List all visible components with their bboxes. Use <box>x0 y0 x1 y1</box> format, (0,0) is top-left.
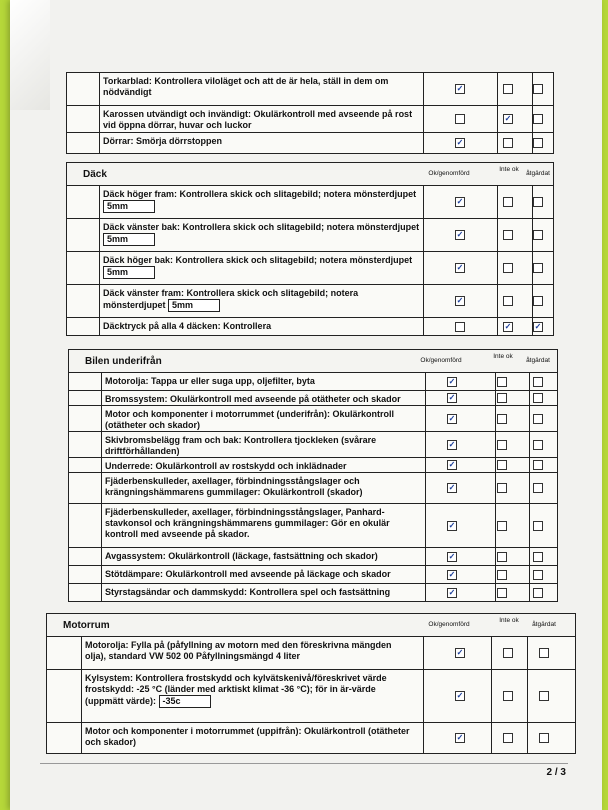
row-label: Motorolja: Fylla på (påfyllning av motorn med den föreskrivna mängden olja), standard VW 502 00 Påfyllningsmängd 4 liter <box>85 640 392 661</box>
column-divider <box>425 566 426 583</box>
column-divider <box>423 318 424 335</box>
checkmark-icon: ✓ <box>448 588 456 597</box>
column-divider <box>495 432 496 457</box>
row-text <box>85 640 415 662</box>
row-label: Däck vänster fram: Kontrollera skick och slitagebild; notera mönsterdjupet <box>103 288 359 310</box>
atgardat-checkbox[interactable] <box>539 648 549 658</box>
atgardat-checkbox[interactable] <box>533 296 543 306</box>
section-title: Motorrum <box>63 620 110 631</box>
column-divider <box>491 723 492 753</box>
row-text <box>105 435 415 457</box>
column-divider <box>497 186 498 218</box>
checklist-row <box>69 391 557 406</box>
checklist-row <box>69 584 557 601</box>
footer-line <box>40 763 568 764</box>
column-divider <box>425 432 426 457</box>
row-left-border <box>101 432 102 457</box>
section-header <box>47 614 575 637</box>
checkmark-icon: ✓ <box>448 570 456 579</box>
ok-checkbox[interactable] <box>447 377 457 387</box>
inte-ok-checkbox[interactable] <box>503 322 513 332</box>
row-label: Fjäderbenskulleder, axellager, förbindningsstångslager, Panhard-stavkonsol och krängningshämmarens gummilager: Gör en okulär kontroll med avseende på skador. <box>105 507 390 539</box>
row-label: Bromssystem: Okulärkontroll med avseende på otätheter och skador <box>105 394 401 404</box>
col-inte-label: Inte ok <box>499 617 519 624</box>
inte-ok-checkbox[interactable] <box>503 648 513 658</box>
column-divider <box>423 219 424 251</box>
inte-ok-checkbox[interactable] <box>497 521 507 531</box>
row-left-border <box>101 391 102 405</box>
checkmark-icon: ✓ <box>456 230 464 239</box>
column-divider <box>495 458 496 472</box>
row-text <box>103 255 421 279</box>
row-label: Däck höger fram: Kontrollera skick och slitagebild; notera mönsterdjupet <box>103 189 417 199</box>
row-left-border <box>99 318 100 335</box>
column-divider <box>495 373 496 390</box>
atgardat-checkbox[interactable] <box>533 483 543 493</box>
row-left-border <box>101 458 102 472</box>
row-label: Fjäderbenskulleder, axellager, förbindningsstångslager och krängningshämmarens gummilager: Okulärkontroll (skador) <box>105 476 363 497</box>
checkmark-icon: ✓ <box>448 521 456 530</box>
checklist-row <box>67 186 553 219</box>
checkmark-icon: ✓ <box>448 483 456 492</box>
column-divider <box>425 458 426 472</box>
row-text <box>105 409 415 431</box>
row-label: Styrstagsändar och dammskydd: Kontrollera spel och fastsättning <box>105 587 391 597</box>
row-left-border <box>99 186 100 218</box>
row-text <box>103 189 421 213</box>
atgardat-checkbox[interactable] <box>533 197 543 207</box>
atgardat-checkbox[interactable] <box>533 393 543 403</box>
inte-ok-checkbox[interactable] <box>503 263 513 273</box>
checklist-row <box>67 219 553 252</box>
column-divider <box>423 133 424 153</box>
row-text <box>103 136 421 147</box>
checkmark-icon: ✓ <box>456 296 464 305</box>
column-divider <box>423 670 424 722</box>
checklist-row <box>47 670 575 723</box>
row-text <box>103 109 421 131</box>
checklist-row <box>69 504 557 548</box>
row-left-border <box>101 584 102 601</box>
atgardat-checkbox[interactable] <box>533 521 543 531</box>
section-header <box>67 163 553 186</box>
atgardat-checkbox[interactable] <box>533 588 543 598</box>
inte-ok-checkbox[interactable] <box>497 414 507 424</box>
atgardat-checkbox[interactable] <box>533 138 543 148</box>
row-text <box>103 288 421 312</box>
ok-checkbox[interactable] <box>447 414 457 424</box>
col-ok-label: Ok/genomförd <box>420 357 462 364</box>
column-divider <box>497 285 498 317</box>
atgardat-checkbox[interactable] <box>533 84 543 94</box>
row-left-border <box>101 504 102 547</box>
row-left-border <box>81 637 82 669</box>
checkmark-icon: ✓ <box>456 263 464 272</box>
checklist-row <box>67 133 553 153</box>
column-divider <box>529 373 530 390</box>
column-divider <box>423 73 424 105</box>
column-divider <box>527 670 528 722</box>
column-divider <box>425 406 426 431</box>
col-inte-label: Inte ok <box>493 353 513 360</box>
row-label: Däck höger bak: Kontrollera skick och slitagebild; notera mönsterdjupet <box>103 255 413 265</box>
atgardat-checkbox[interactable] <box>533 230 543 240</box>
row-left-border <box>101 548 102 565</box>
atgardat-checkbox[interactable] <box>539 733 549 743</box>
ok-checkbox[interactable] <box>447 552 457 562</box>
column-divider <box>529 473 530 503</box>
checklist-row <box>47 723 575 753</box>
inte-ok-checkbox[interactable] <box>503 691 513 701</box>
column-divider <box>423 285 424 317</box>
column-divider <box>425 373 426 390</box>
paper-fold <box>10 0 50 110</box>
ok-checkbox[interactable] <box>447 570 457 580</box>
ok-checkbox[interactable] <box>455 114 465 124</box>
column-divider <box>423 106 424 132</box>
row-text <box>103 321 421 332</box>
atgardat-checkbox[interactable] <box>533 460 543 470</box>
row-text <box>85 673 415 708</box>
checklist-row <box>69 473 557 504</box>
row-label: Däck vänster bak: Kontrollera skick och slitagebild; notera mönsterdjupet <box>103 222 420 232</box>
ok-checkbox[interactable] <box>455 691 465 701</box>
atgardat-checkbox[interactable] <box>533 322 543 332</box>
column-divider <box>529 391 530 405</box>
inte-ok-checkbox[interactable] <box>503 733 513 743</box>
row-left-border <box>101 566 102 583</box>
inte-ok-checkbox[interactable] <box>503 197 513 207</box>
column-divider <box>529 584 530 601</box>
column-divider <box>425 391 426 405</box>
measurement-field[interactable]: 5mm <box>103 233 155 246</box>
checkmark-icon: ✓ <box>504 114 512 123</box>
inte-ok-checkbox[interactable] <box>503 138 513 148</box>
page-number: 2 / 3 <box>546 767 566 778</box>
row-left-border <box>101 473 102 503</box>
row-label: Motorolja: Tappa ur eller suga upp, oljefilter, byta <box>105 376 315 386</box>
atgardat-checkbox[interactable] <box>533 414 543 424</box>
checkmark-icon: ✓ <box>456 733 464 742</box>
column-divider <box>529 504 530 547</box>
section-title: Bilen underifrån <box>85 356 162 367</box>
checkmark-icon: ✓ <box>504 322 512 331</box>
col-atgardat-label: åtgärdat <box>526 357 550 364</box>
checklist-row <box>67 106 553 133</box>
inte-ok-checkbox[interactable] <box>497 440 507 450</box>
checkmark-icon: ✓ <box>448 393 456 402</box>
row-label: Motor och komponenter i motorrummet (underifrån): Okulärkontroll (otätheter och skador) <box>105 409 395 430</box>
row-label: Torkarblad: Kontrollera viloläget och att de är hela, ställ in dem om nödvändigt <box>103 76 389 97</box>
row-left-border <box>99 219 100 251</box>
column-divider <box>495 391 496 405</box>
checklist-row <box>69 458 557 473</box>
col-atgardat-label: åtgärdat <box>532 621 556 628</box>
checkmark-icon: ✓ <box>456 648 464 657</box>
atgardat-checkbox[interactable] <box>533 440 543 450</box>
ok-checkbox[interactable] <box>447 393 457 403</box>
row-label: Dörrar: Smörja dörrstoppen <box>103 136 223 146</box>
checkmark-icon: ✓ <box>456 84 464 93</box>
row-left-border <box>99 133 100 153</box>
column-divider <box>495 504 496 547</box>
column-divider <box>495 566 496 583</box>
inte-ok-checkbox[interactable] <box>497 377 507 387</box>
row-left-border <box>81 670 82 722</box>
checklist-row <box>69 566 557 584</box>
column-divider <box>423 252 424 284</box>
row-left-border <box>99 285 100 317</box>
column-divider <box>527 637 528 669</box>
checklist-row <box>67 73 553 106</box>
ok-checkbox[interactable] <box>455 230 465 240</box>
row-text <box>103 222 421 246</box>
section-motorrum <box>46 613 576 754</box>
ok-checkbox[interactable] <box>447 521 457 531</box>
column-divider <box>495 406 496 431</box>
column-divider <box>425 473 426 503</box>
inte-ok-checkbox[interactable] <box>497 552 507 562</box>
ok-checkbox[interactable] <box>447 440 457 450</box>
checklist-row <box>69 373 557 391</box>
checklist-row <box>69 406 557 432</box>
row-label: Däcktryck på alla 4 däcken: Kontrollera <box>103 321 272 331</box>
row-text <box>105 507 415 540</box>
checkmark-icon: ✓ <box>534 322 542 331</box>
column-divider <box>529 406 530 431</box>
row-text <box>105 587 415 598</box>
section-header <box>69 350 557 373</box>
column-divider <box>491 670 492 722</box>
column-divider <box>497 318 498 335</box>
measurement-field[interactable]: 5mm <box>103 200 155 213</box>
checkmark-icon: ✓ <box>448 377 456 386</box>
column-divider <box>425 504 426 547</box>
row-left-border <box>99 252 100 284</box>
col-inte-label: Inte ok <box>499 166 519 173</box>
inte-ok-checkbox[interactable] <box>503 296 513 306</box>
row-left-border <box>81 723 82 753</box>
row-text <box>105 476 415 498</box>
column-divider <box>425 584 426 601</box>
ok-checkbox[interactable] <box>455 197 465 207</box>
column-divider <box>497 133 498 153</box>
inte-ok-checkbox[interactable] <box>497 570 507 580</box>
row-label: Motor och komponenter i motorrummet (uppifrån): Okulärkontroll (otätheter och skador) <box>85 726 410 747</box>
inte-ok-checkbox[interactable] <box>497 588 507 598</box>
col-atgardat-label: åtgärdat <box>526 170 550 177</box>
checkmark-icon: ✓ <box>448 460 456 469</box>
row-label: Stötdämpare: Okulärkontroll med avseende på läckage och skador <box>105 569 391 579</box>
column-divider <box>423 186 424 218</box>
col-ok-label: Ok/genomförd <box>428 621 470 628</box>
section-title: Däck <box>83 169 107 180</box>
atgardat-checkbox[interactable] <box>539 691 549 701</box>
column-divider <box>527 723 528 753</box>
row-text <box>105 569 415 580</box>
column-divider <box>497 106 498 132</box>
checklist-row <box>47 637 575 670</box>
row-left-border <box>101 373 102 390</box>
column-divider <box>495 584 496 601</box>
row-label: Underrede: Okulärkontroll av rostskydd och inklädnader <box>105 461 347 471</box>
ok-checkbox[interactable] <box>455 84 465 94</box>
checkmark-icon: ✓ <box>456 691 464 700</box>
column-divider <box>497 73 498 105</box>
inte-ok-checkbox[interactable] <box>497 483 507 493</box>
measurement-field[interactable]: -35c <box>159 695 211 708</box>
checklist-row <box>69 432 557 458</box>
col-ok-label: Ok/genomförd <box>428 170 470 177</box>
row-text <box>85 726 415 748</box>
row-text <box>105 461 415 472</box>
section-dack <box>66 162 554 336</box>
checkmark-icon: ✓ <box>448 414 456 423</box>
column-divider <box>491 637 492 669</box>
measurement-field[interactable]: 5mm <box>103 266 155 279</box>
inte-ok-checkbox[interactable] <box>497 393 507 403</box>
ok-checkbox[interactable] <box>455 263 465 273</box>
checkmark-icon: ✓ <box>456 138 464 147</box>
row-left-border <box>99 106 100 132</box>
column-divider <box>425 548 426 565</box>
row-text <box>105 376 415 387</box>
column-divider <box>423 723 424 753</box>
atgardat-checkbox[interactable] <box>533 552 543 562</box>
checklist-row <box>67 252 553 285</box>
column-divider <box>529 458 530 472</box>
row-label: Karossen utvändigt och invändigt: Okulärkontroll med avseende på rost vid öppna dörrar, huvar och luckor <box>103 109 413 130</box>
measurement-field[interactable]: 5mm <box>168 299 220 312</box>
ok-checkbox[interactable] <box>447 588 457 598</box>
atgardat-checkbox[interactable] <box>533 570 543 580</box>
inte-ok-checkbox[interactable] <box>503 230 513 240</box>
checkmark-icon: ✓ <box>448 440 456 449</box>
row-text <box>105 394 415 405</box>
checklist-row <box>69 548 557 566</box>
row-label: Skivbromsbelägg fram och bak: Kontrollera tjockleken (svårare driftförhållanden) <box>105 435 377 456</box>
row-text <box>103 76 421 98</box>
atgardat-checkbox[interactable] <box>533 114 543 124</box>
column-divider <box>529 548 530 565</box>
inte-ok-checkbox[interactable] <box>503 84 513 94</box>
column-divider <box>495 473 496 503</box>
row-label: Kylsystem: Kontrollera frostskydd och kylvätskenivå/föreskrivet värde frostskydd: -25 °C (länder med arktiskt klimat -36 °C); för in är-värde (uppmätt värde): <box>85 673 387 706</box>
column-divider <box>529 432 530 457</box>
row-label: Avgassystem: Okulärkontroll (läckage, fastsättning och skador) <box>105 551 378 561</box>
ok-checkbox[interactable] <box>455 733 465 743</box>
column-divider <box>529 566 530 583</box>
atgardat-checkbox[interactable] <box>533 377 543 387</box>
section-underifran <box>68 349 558 602</box>
column-divider <box>497 252 498 284</box>
row-text <box>105 551 415 562</box>
inte-ok-checkbox[interactable] <box>497 460 507 470</box>
ok-checkbox[interactable] <box>455 322 465 332</box>
ok-checkbox[interactable] <box>455 296 465 306</box>
checklist-row <box>67 285 553 318</box>
atgardat-checkbox[interactable] <box>533 263 543 273</box>
checkmark-icon: ✓ <box>456 197 464 206</box>
inte-ok-checkbox[interactable] <box>503 114 513 124</box>
column-divider <box>423 637 424 669</box>
ok-checkbox[interactable] <box>455 648 465 658</box>
ok-checkbox[interactable] <box>447 483 457 493</box>
section-top <box>66 72 554 154</box>
ok-checkbox[interactable] <box>447 460 457 470</box>
row-left-border <box>101 406 102 431</box>
checkmark-icon: ✓ <box>448 552 456 561</box>
column-divider <box>497 219 498 251</box>
row-left-border <box>99 73 100 105</box>
column-divider <box>495 548 496 565</box>
ok-checkbox[interactable] <box>455 138 465 148</box>
checklist-row <box>67 318 553 335</box>
